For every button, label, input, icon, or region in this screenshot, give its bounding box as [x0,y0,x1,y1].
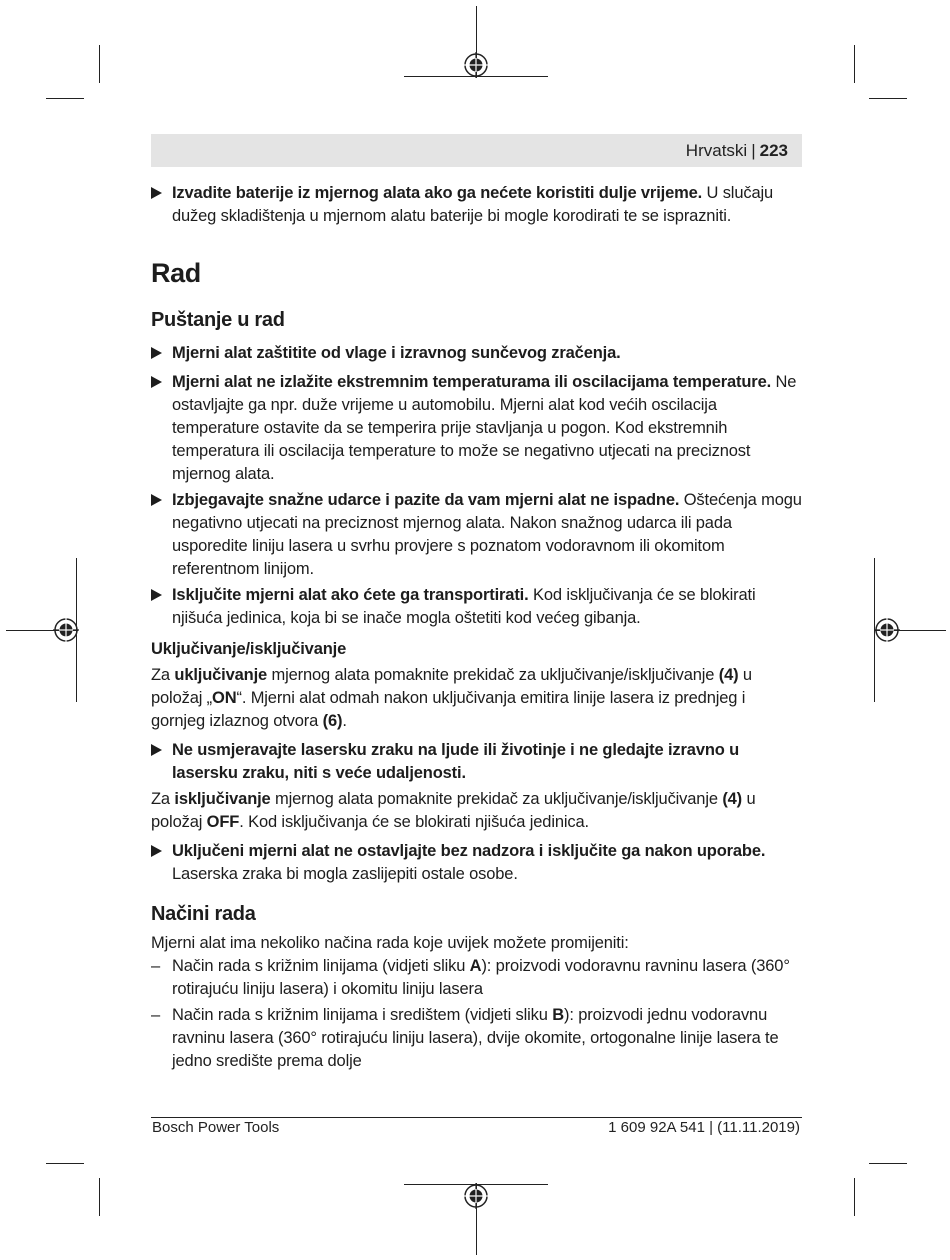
startup-bullet: Mjerni alat zaštitite od vlage i izravnog sunčevog zračenja. [151,342,802,365]
modes-title: Načini rada [151,903,256,925]
startup-bullet: Mjerni alat ne izlažite ekstremnim temperaturama ili oscilacijama temperature. Ne ostavljajte ga npr. duže vrijeme u automobilu. Mjerni alat kod većih oscilacija temperature ostavite da se temperira prije stavljanja u pogon. Kod ekstremnih temperatura ili oscilacija temperature to može se negativno utjecati na preciznost mjernog alata. [151,371,802,486]
bullet-triangle-icon [151,845,162,857]
mode-item: – Način rada s križnim linijama i središtem (vidjeti sliku B): proizvodi jednu vodoravnu ravninu lasera (360° rotirajuću liniju lasera), dvije okomite, ortogonalne linije lasera te jedno središte prema dolje [151,1006,779,1070]
crop-mark [854,45,855,83]
startup-bullet: Izbjegavajte snažne udarce i pazite da vam mjerni alat ne ispadne. Oštećenja mogu negativno utjecati na preciznost mjernog alata. Nakon snažnog udarca ili pada usporedite liniju lasera u svrhu provjere s poznatom vodoravnom ili okomitom referentnom linijom. [151,489,802,581]
registration-mark-icon [463,52,489,78]
laser-warning-bullet: Ne usmjeravajte lasersku zraku na ljude ili životinje i ne gledajte izravno u lasersku zraku, niti s veće udaljenosti. [151,739,802,785]
crop-mark [46,1163,84,1164]
page-content [151,182,802,1076]
registration-mark-icon [463,1183,489,1209]
bullet-triangle-icon [151,187,162,199]
bullet-triangle-icon [151,744,162,756]
bullet-triangle-icon [151,494,162,506]
bullet-triangle-icon [151,376,162,388]
bullet-triangle-icon [151,347,162,359]
footer-brand: Bosch Power Tools [152,1119,280,1136]
crop-mark [46,98,84,99]
switch-off-paragraph: Za isključivanje mjernog alata pomaknite prekidač za uključivanje/isključivanje (4) u položaj OFF. Kod isključivanja će se blokirati njišuća jedinica. [151,790,756,831]
section-title: Rad [151,258,201,288]
page-number: 223 [759,140,788,160]
crop-mark [869,1163,907,1164]
crop-mark [854,1178,855,1216]
bullet-triangle-icon [151,589,162,601]
startup-title: Puštanje u rad [151,309,285,331]
crop-mark [99,45,100,83]
header-separator: | [751,140,756,160]
mode-item: – Način rada s križnim linijama (vidjeti sliku A): proizvodi vodoravnu ravninu lasera (360° rotirajuću liniju lasera) i okomitu liniju lasera [151,957,790,998]
switch-on-paragraph: Za uključivanje mjernog alata pomaknite prekidač za uključivanje/isključivanje (4) u položaj „ON“. Mjerni alat odmah nakon uključivanja emitira linije lasera iz prednjeg i gornjeg izlaznog otvora (6). [151,666,752,730]
footer-doc-ref: 1 609 92A 541 | (11.11.2019) [608,1119,800,1136]
registration-mark-icon [53,617,79,643]
registration-mark-icon [874,617,900,643]
footer-divider [151,1117,802,1118]
header-language: Hrvatski [685,140,748,160]
modes-intro: Mjerni alat ima nekoliko načina rada koje uvijek možete promijeniti: [151,934,629,952]
switching-title: Uključivanje/isključivanje [151,640,347,658]
crop-mark [99,1178,100,1216]
intro-bullet: Izvadite baterije iz mjernog alata ako ga nećete koristiti dulje vrijeme. U slučaju dužeg skladištenja u mjernom alatu baterije bi mogle korodirati te se isprazniti. [151,182,802,228]
crop-mark [869,98,907,99]
unattended-bullet: Uključeni mjerni alat ne ostavljajte bez nadzora i isključite ga nakon uporabe. Laserska zraka bi mogla zaslijepiti ostale osobe. [151,840,802,886]
startup-bullet: Isključite mjerni alat ako ćete ga transportirati. Kod isključivanja će se blokirati njišuća jedinica, koja bi se inače mogla oštetiti kod većeg gibanja. [151,584,802,630]
page-header [151,134,802,167]
